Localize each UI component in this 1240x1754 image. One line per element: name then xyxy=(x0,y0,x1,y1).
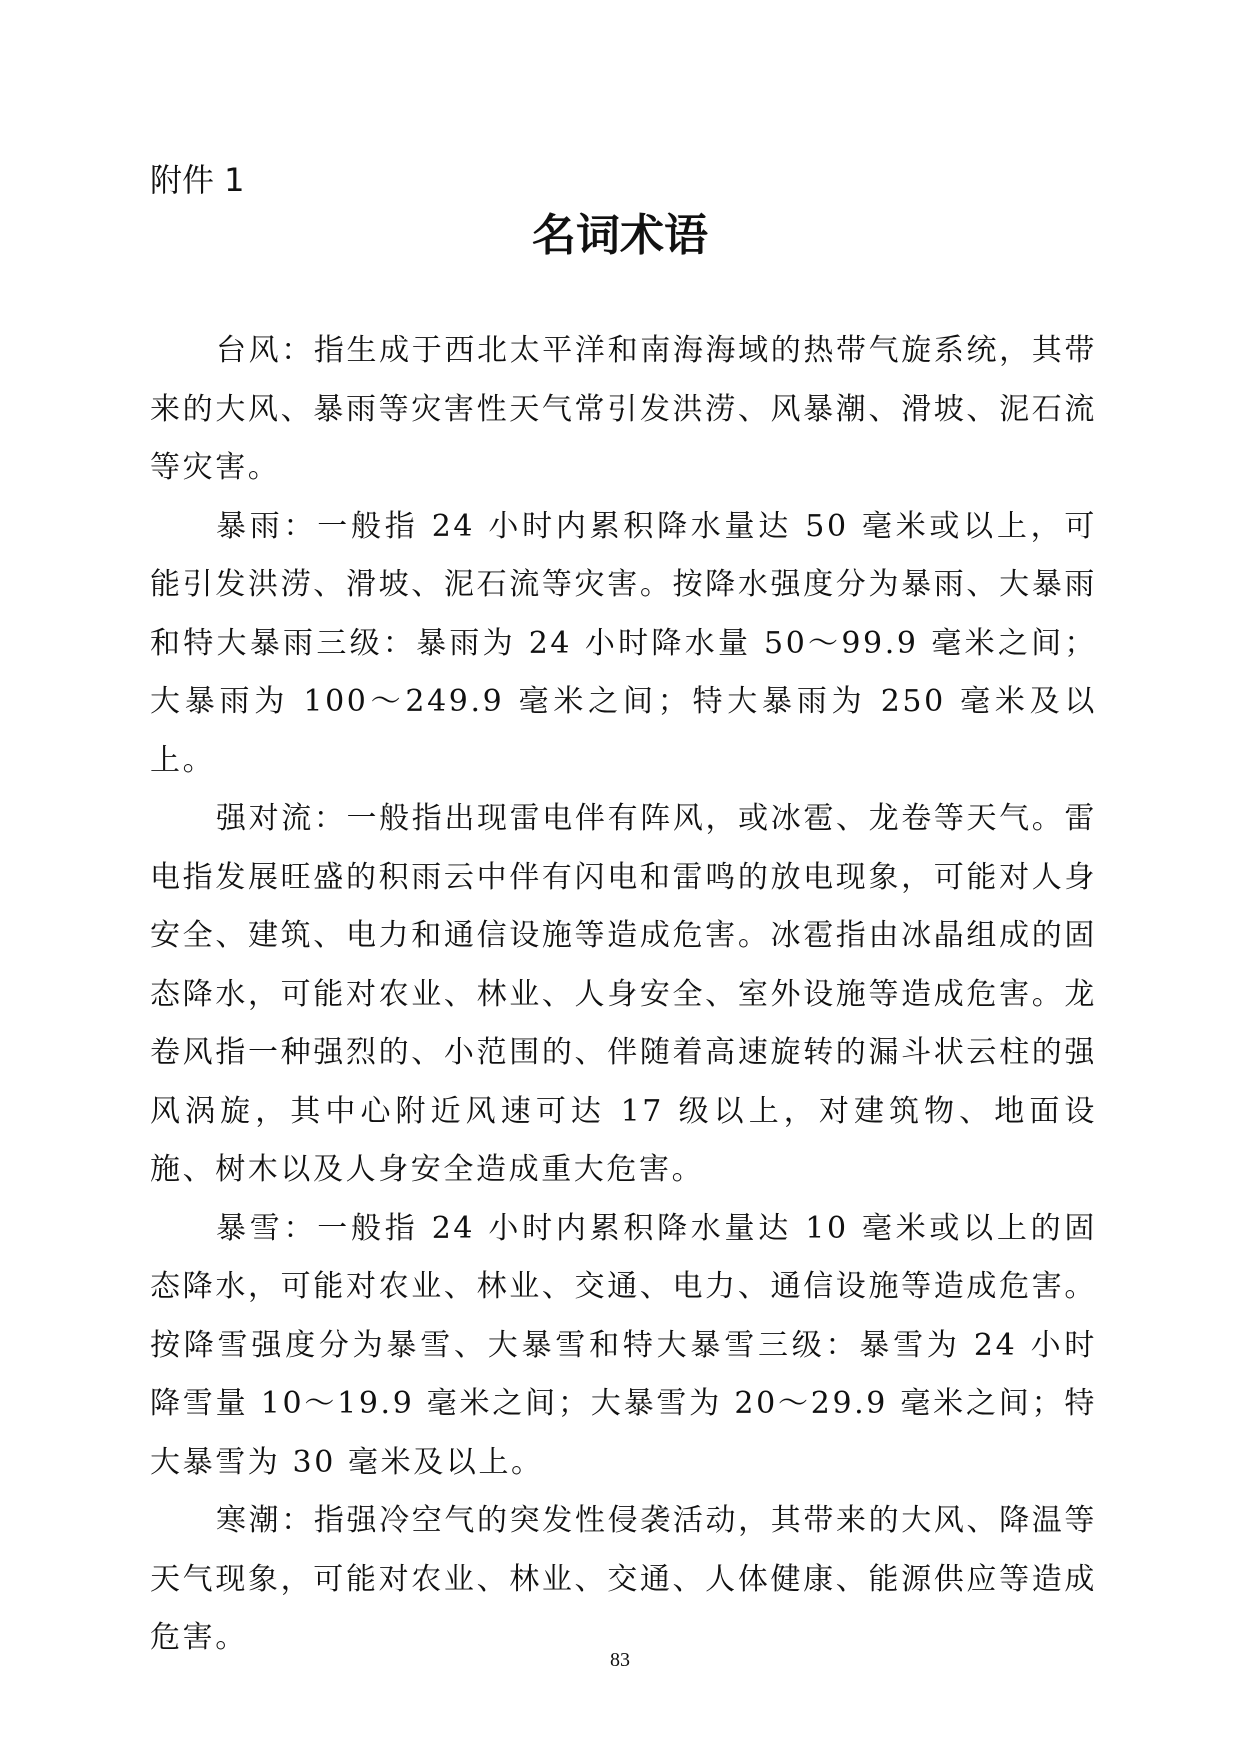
page-number: 83 xyxy=(610,1649,630,1671)
page-title: 名词术语 xyxy=(532,210,708,261)
term-typhoon: 台风：指生成于西北太平洋和南海海域的热带气旋系统，其带来的大风、暴雨等灾害性天气常引发洪涝、风暴潮、滑坡、泥石流等灾害。 xyxy=(150,333,1097,485)
term-cold-wave: 寒潮：指强冷空气的突发性侵袭活动，其带来的大风、降温等天气现象，可能对农业、林业、交通、人体健康、能源供应等造成危害。 xyxy=(150,1503,1097,1655)
term-snowstorm: 暴雪：一般指 24 小时内累积降水量达 10 毫米或以上的固态降水，可能对农业、林业、交通、电力、通信设施等造成危害。按降雪强度分为暴雪、大暴雪和特大暴雪三级：暴雪为 24 小时降雪量 10～19.9 毫米之间；大暴雪为 20～29.9 毫米之间；特大暴雪为 30 毫米及以上。 xyxy=(150,1210,1097,1480)
attachment-label: 附件 1 xyxy=(150,161,245,199)
terms-body xyxy=(150,322,1097,1668)
term-rainstorm: 暴雨：一般指 24 小时内累积降水量达 50 毫米或以上，可能引发洪涝、滑坡、泥石流等灾害。按降水强度分为暴雨、大暴雨和特大暴雨三级：暴雨为 24 小时降水量 50～99.9 毫米之间；大暴雨为 100～249.9 毫米之间；特大暴雨为 250 毫米及以上。 xyxy=(150,508,1097,778)
term-severe-convection: 强对流：一般指出现雷电伴有阵风，或冰雹、龙卷等天气。雷电指发展旺盛的积雨云中伴有闪电和雷鸣的放电现象，可能对人身安全、建筑、电力和通信设施等造成危害。冰雹指由冰晶组成的固态降水，可能对农业、林业、人身安全、室外设施等造成危害。龙卷风指一种强烈的、小范围的、伴随着高速旋转的漏斗状云柱的强风涡旋，其中心附近风速可达 17 级以上，对建筑物、地面设施、树木以及人身安全造成重大危害。 xyxy=(150,801,1097,1187)
